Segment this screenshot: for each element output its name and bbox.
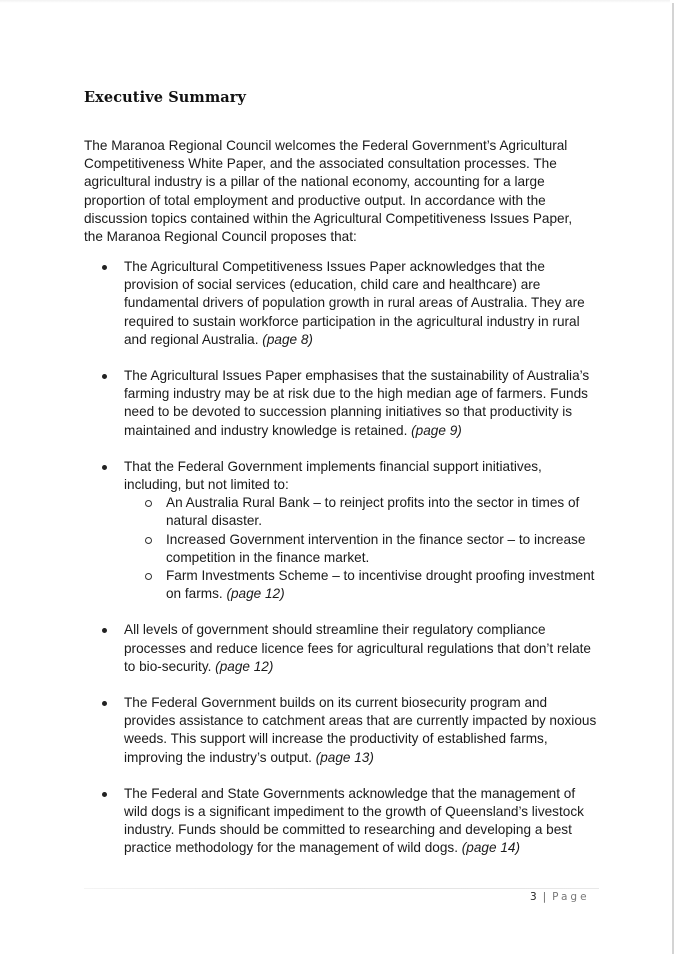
intro-paragraph: The Maranoa Regional Council welcomes the Federal Government’s Agricultural Competitiveness White Paper, and the associated consultation processes. The agricultural industry is a pillar of the national economy, accounting for a large proportion of total employment and productive output. In accordance with the discussion topics contained within the Agricultural Competitiveness Issues Paper, the Maranoa Regional Council proposes that:	[84, 138, 573, 245]
sub-list-item	[124, 531, 599, 567]
hollow-bullet-icon	[145, 537, 152, 544]
item-text: The Federal and State Governments acknowledge that the management of wild dogs is a significant impediment to the growth of Queensland’s livestock industry. Funds should be committed to researching and developing a best practice methodology for the management of wild dogs.	[124, 785, 584, 856]
sub-item-text: An Australia Rural Bank – to reinject profits into the sector in times of natural disaster.	[166, 495, 580, 529]
list-item	[84, 367, 599, 440]
sub-item-text: Farm Investments Scheme – to incentivise drought proofing investment on farms.	[166, 568, 595, 602]
sub-list-item	[124, 494, 599, 530]
list-item	[84, 621, 599, 676]
page-right-edge	[672, 3, 674, 954]
page-footer	[530, 891, 590, 903]
item-text: The Agricultural Issues Paper emphasises that the sustainability of Australia’s farming industry may be at risk due to the high median age of farmers. Funds need to be devoted to succession planning initiatives so that productivity is maintained and industry knowledge is retained.	[124, 368, 590, 438]
section-heading: Executive Summary	[84, 89, 247, 106]
sub-list	[124, 494, 599, 603]
page-number: 3	[530, 891, 537, 903]
page-reference: (page 12)	[215, 658, 274, 674]
list-item	[84, 694, 599, 767]
bullet-icon	[102, 628, 107, 633]
page-top-edge	[0, 0, 670, 3]
sub-list-item	[124, 567, 599, 603]
footer-separator: |	[542, 891, 547, 903]
item-text: That the Federal Government implements financial support initiatives, including, but not limited to:	[124, 458, 542, 493]
item-text: The Agricultural Competitiveness Issues Paper acknowledges that the provision of social services (education, child care and healthcare) are fundamental drivers of population growth in rural areas of Australia. They are required to sustain workforce participation in the agricultural industry in rural and regional Australia.	[124, 259, 585, 347]
hollow-bullet-icon	[145, 573, 152, 580]
page-reference: (page 8)	[262, 331, 313, 347]
sub-item-text: Increased Government intervention in the finance sector – to increase competition in the finance market.	[166, 531, 586, 565]
page-reference: (page 14)	[461, 840, 520, 856]
page-reference: (page 9)	[411, 422, 462, 438]
item-text: The Federal Government builds on its current biosecurity program and provides assistance to catchment areas that are currently impacted by noxious weeds. This support will increase the productivity of established farms, improving the industry’s output.	[124, 695, 597, 765]
item-text: All levels of government should streamline their regulatory compliance processes and reduce licence fees for agricultural regulations that don’t relate to bio-security.	[124, 622, 591, 674]
hollow-bullet-icon	[145, 500, 152, 507]
page-reference: (page 12)	[226, 586, 285, 602]
page-reference: (page 13)	[315, 749, 374, 765]
footer-divider	[84, 888, 599, 889]
list-item	[84, 258, 599, 349]
list-item	[84, 785, 599, 858]
proposal-list	[84, 258, 599, 858]
bullet-icon	[102, 374, 107, 379]
bullet-icon	[102, 701, 107, 706]
list-item	[84, 458, 599, 604]
bullet-icon	[102, 265, 107, 270]
bullet-icon	[102, 792, 107, 797]
page-label: Page	[552, 891, 590, 903]
bullet-icon	[102, 465, 107, 470]
